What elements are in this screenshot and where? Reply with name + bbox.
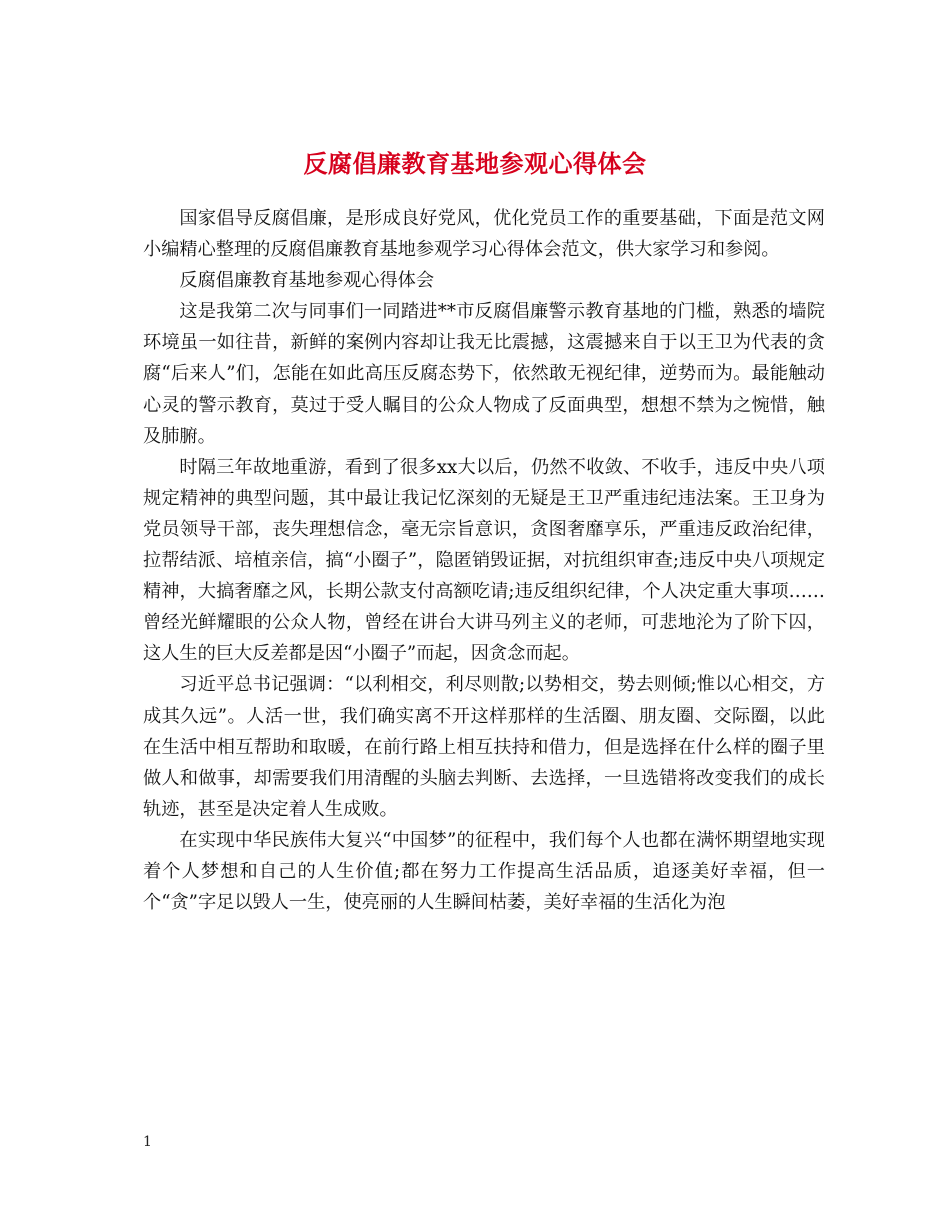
- document-title: 反腐倡廉教育基地参观心得体会: [303, 149, 647, 179]
- paragraph-quote: 习近平总书记强调：“以利相交，利尽则散;以势相交，势去则倾;惟以心相交，方成其久远”。人活一世，我们确实离不开这样那样的生活圈、朋友圈、交际圈，以此在生活中相互帮助和取暖，在前行路上相互扶持和借力，但是选择在什么样的圈子里做人和做事，却需要我们用清醒的头脑去判断、去选择，一旦选错将改变我们的成长轨迹，甚至是决定着人生成败。: [143, 674, 825, 820]
- paragraph-case: 时隔三年故地重游，看到了很多xx大以后，仍然不收敛、不收手，违反中央八项规定精神的典型问题，其中最让我记忆深刻的无疑是王卫严重违纪违法案。王卫身为党员领导干部，丧失理想信念，毫无宗旨意识，贪图奢靡享乐，严重违反政治纪律，拉帮结派、培植亲信，搞“小圈子”，隐匿销毁证据，对抗组织审查;违反中央八项规定精神，大搞奢靡之风，长期公款支付高额吃请;违反组织纪律，个人决定重大事项……曾经光鲜耀眼的公众人物，曾经在讲台大讲马列主义的老师，可悲地沦为了阶下囚，这人生的巨大反差都是因“小圈子”而起，因贪念而起。: [143, 456, 825, 665]
- page-number: 1: [143, 1134, 152, 1150]
- paragraph-visit: 这是我第二次与同事们一同踏进**市反腐倡廉警示教育基地的门槛，熟悉的墙院环境虽一如往昔，新鲜的案例内容却让我无比震撼，这震撼来自于以王卫为代表的贪腐“后来人”们，怎能在如此高压反腐态势下，依然敢无视纪律，逆势而为。最能触动心灵的警示教育，莫过于受人瞩目的公众人物成了反面典型，想想不禁为之惋惜，触及肺腑。: [143, 301, 825, 447]
- paragraph-dream: 在实现中华民族伟大复兴“中国梦”的征程中，我们每个人也都在满怀期望地实现着个人梦想和自己的人生价值;都在努力工作提高生活品质，追逐美好幸福，但一个“贪”字足以毁人一生，使亮丽的人生瞬间枯萎，美好幸福的生活化为泡: [143, 829, 825, 914]
- paragraph-subtitle: 反腐倡廉教育基地参观心得体会: [179, 270, 435, 292]
- paragraph-intro: 国家倡导反腐倡廉，是形成良好党风，优化党员工作的重要基础，下面是范文网小编精心整理的反腐倡廉教育基地参观学习心得体会范文，供大家学习和参阅。: [143, 208, 825, 261]
- document-body: [143, 203, 825, 918]
